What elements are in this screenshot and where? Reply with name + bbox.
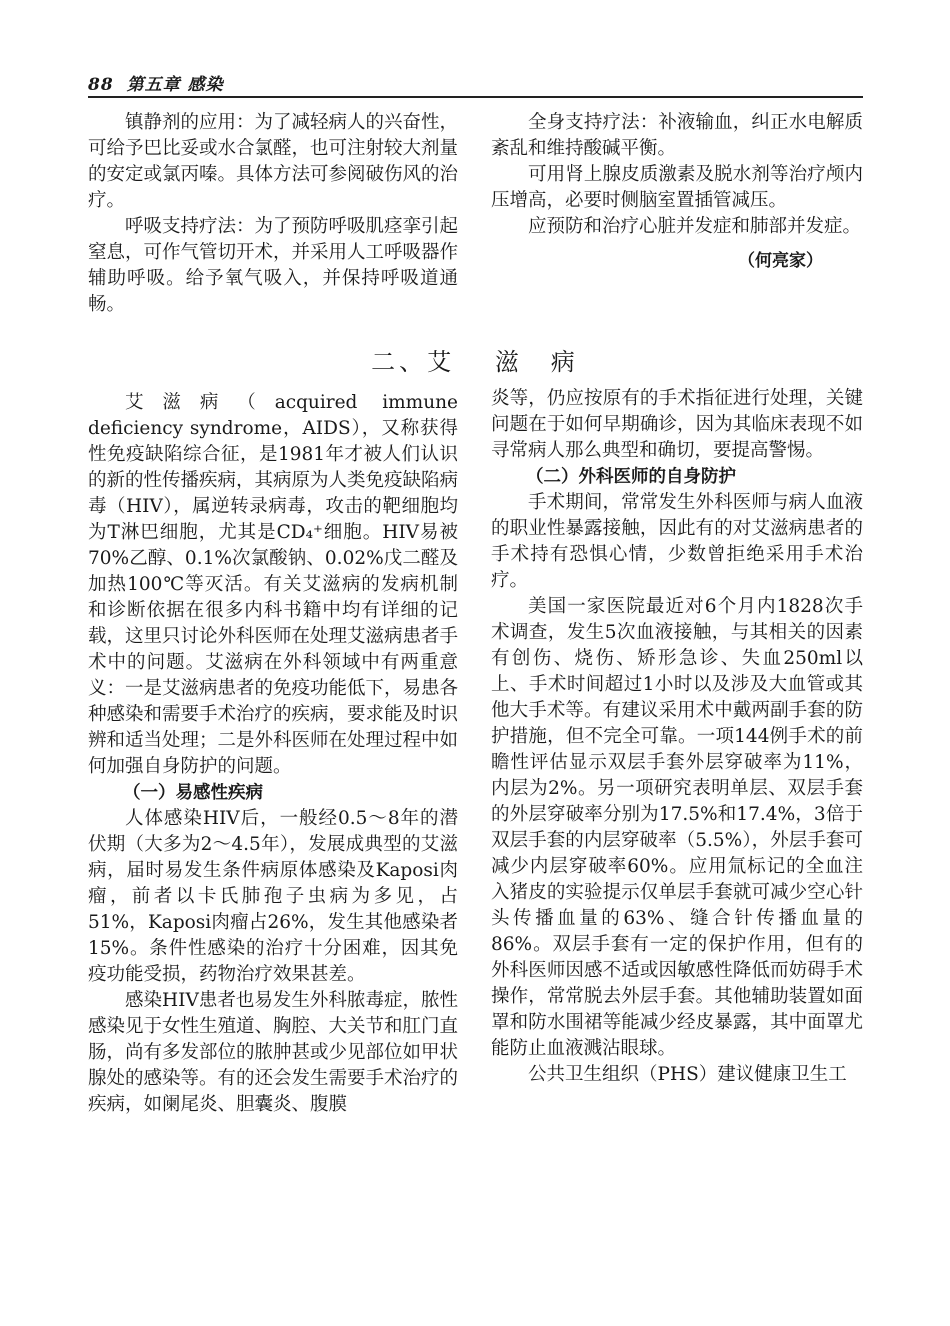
left-column <box>88 390 458 1118</box>
paragraph: 人体感染HIV后，一般经0.5～8年的潜伏期（大多为2～4.5年），发展成典型的艾滋病，届时易发生条件病原体感染及Kaposi肉瘤，前者以卡氏肺孢子虫病为多见，占51%，Kaposi肉瘤占26%，发生其他感染者15%。条件性感染的治疗十分困难，因其免疫功能受损，药物治疗效果甚差。 <box>88 808 458 985</box>
paragraph: 镇静剂的应用：为了减轻病人的兴奋性，可给予巴比妥或水合氯醛，也可注射较大剂量的安定或氯丙嗪。具体方法可参阅破伤风的治疗。 <box>88 112 459 211</box>
paragraph: 美国一家医院最近对6个月内1828次手术调查，发生5次血液接触，与其相关的因素有创伤、烧伤、矫形急诊、失血250ml以上、手术时间超过1小时以及涉及大血管或其他大手术等。有建议采用术中戴两副手套的防护措施，但不完全可靠。一项144例手术的前瞻性评估显示双层手套外层穿破率为11%，内层为2%。另一项研究表明单层、双层手套的外层穿破率分别为17.5%和17.4%，3倍于双层手套的内层穿破率（5.5%），外层手套可减少内层穿破率60%。应用氚标记的全血注入猪皮的实验提示仅单层手套就可减少空心针头传播血量的63%、缝合针传播血量的86%。双层手套有一定的保护作用，但有的外科医师因感不适或因敏感性降低而妨碍手术操作，常常脱去外层手套。其他辅助装置如面罩和防水围裙等能减少经皮暴露，其中面罩尤能防止血液溅沾眼球。 <box>491 596 863 1059</box>
paragraph: 应预防和治疗心脏并发症和肺部并发症。 <box>528 216 862 237</box>
paragraph: 可用肾上腺皮质激素及脱水剂等治疗颅内压增高，必要时侧脑室置插管减压。 <box>491 164 863 211</box>
section-title-num: 二、艾 <box>371 348 456 376</box>
chapter-label: 第五章 <box>126 75 181 95</box>
paragraph: 感染HIV患者也易发生外科脓毒症，脓性感染见于女性生殖道、胸腔、大关节和肛门直肠，尚有多发部位的脓肿甚或少见部位如甲状腺处的感染等。有的还会发生需要手术治疗的疾病，如阑尾炎、胆囊炎、腹膜 <box>88 990 459 1115</box>
subheading: （一）易感性疾病 <box>123 783 263 803</box>
subheading: （二）外科医师的自身防护 <box>526 467 736 487</box>
paragraph: 手术期间，常常发生外科医师与病人血液的职业性暴露接触，因此有的对艾滋病患者的手术持有恐惧心情，少数曾拒绝采用手术治疗。 <box>491 492 863 591</box>
running-header <box>88 70 224 95</box>
section-title-rest: 滋 病 <box>494 348 579 376</box>
top-left-column <box>88 110 458 318</box>
section-label: 感染 <box>187 75 224 95</box>
header-rule <box>88 96 863 98</box>
author-credit: （何亮家） <box>738 251 823 271</box>
paragraph: 公共卫生组织（PHS）建议健康卫生工 <box>528 1064 847 1085</box>
section-title <box>0 342 950 377</box>
page-number: 88 <box>88 75 114 95</box>
top-right-column <box>491 110 863 274</box>
paragraph: 艾滋病（acquired immune deficiency syndrome，AIDS），又称获得性免疫缺陷综合征，是1981年才被人们认识的新的性传播疾病，其病原为人类免疫缺陷病毒（HIV），属逆转录病毒，攻击的靶细胞均为T淋巴细胞，尤其是CD₄⁺细胞。HIV易被70%乙醇、0.1%次氯酸钠、0.02%戊二醛及加热100℃等灭活。有关艾滋病的发病机制和诊断依据在很多内科书籍中均有详细的记载，这里只讨论外科医师在处理艾滋病患者手术中的问题。艾滋病在外科领域中有两重意义：一是艾滋病患者的免疫功能低下，易患各种感染和需要手术治疗的疾病，要求能及时识辨和适当处理；二是外科医师在处理过程中如何加强自身防护的问题。 <box>88 392 459 777</box>
paragraph: 炎等，仍应按原有的手术指征进行处理，关键问题在于如何早期确诊，因为其临床表现不如寻常病人那么典型和确切，要提高警惕。 <box>491 388 863 461</box>
paragraph: 全身支持疗法：补液输血，纠正水电解质紊乱和维持酸碱平衡。 <box>491 112 863 159</box>
right-column <box>491 386 863 1088</box>
paragraph: 呼吸支持疗法：为了预防呼吸肌痉挛引起窒息，可作气管切开术，并采用人工呼吸器作辅助呼吸。给予氧气吸入，并保持呼吸道通畅。 <box>88 216 459 315</box>
